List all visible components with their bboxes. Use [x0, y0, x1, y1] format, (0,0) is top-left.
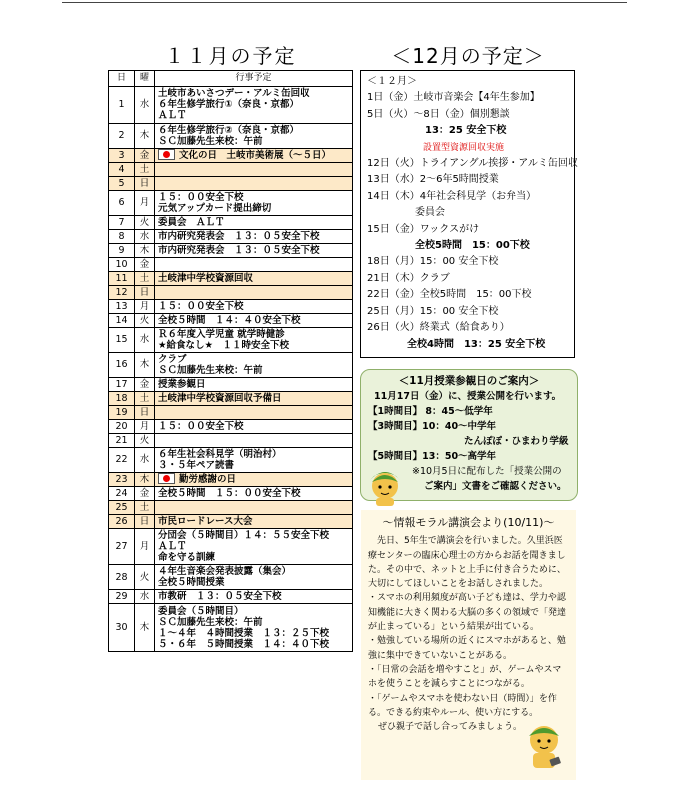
mascot-icon [362, 462, 408, 508]
calendar-event-text: 土岐市あいさつデー・アルミ缶回収 [158, 88, 310, 100]
calendar-event [158, 136, 350, 147]
calendar-event-text: 全校５時間授業 [158, 577, 225, 588]
moral-title: ～情報モラル講演会より(10/11)～ [382, 516, 555, 529]
calendar-events [155, 514, 353, 528]
calendar-day: 6 [109, 190, 135, 215]
calendar-event [158, 329, 350, 340]
calendar-event [158, 99, 350, 110]
calendar-events [155, 500, 353, 514]
calendar-weekday: 水 [135, 447, 155, 472]
calendar-events [155, 176, 353, 190]
calendar-event-text: 全校５時間 １４：４０安全下校 [158, 314, 301, 326]
calendar-event [158, 217, 350, 228]
calendar-weekday: 日 [135, 514, 155, 528]
calendar-event [158, 639, 350, 650]
december-line: 全校4時間 13：25 安全下校 [407, 338, 546, 350]
calendar-weekday: 水 [135, 229, 155, 243]
calendar-event [158, 460, 350, 471]
calendar-row [109, 433, 353, 447]
calendar-day: 26 [109, 514, 135, 528]
calendar-events [155, 148, 353, 162]
calendar-events [155, 327, 353, 352]
calendar-weekday: 金 [135, 257, 155, 271]
calendar-day: 27 [109, 528, 135, 565]
calendar-event [158, 88, 350, 99]
december-line: 12日（火）トライアングル挨拶・アルミ缶回収 [367, 158, 578, 170]
calendar-event [158, 365, 350, 376]
calendar-weekday: 木 [135, 123, 155, 148]
calendar-event [158, 149, 350, 161]
calendar-event-text: Ｒ６年度入学児童 就学時健診 [158, 328, 285, 340]
calendar-event-text: 文化の日 土岐市美術展（～５日） [179, 150, 332, 161]
calendar-event-text: １～４年 ４時間授業 １３：２５下校 [158, 627, 330, 639]
calendar-events [155, 271, 353, 285]
calendar-event [158, 393, 350, 404]
calendar-event-text: 元気アップカード提出締切 [158, 202, 272, 214]
calendar-weekday: 火 [135, 215, 155, 229]
calendar-events [155, 565, 353, 590]
calendar-events [155, 352, 353, 377]
calendar-event [158, 449, 350, 460]
calendar-day: 13 [109, 299, 135, 313]
calendar-event-text: ６年生修学旅行①（奈良・京都） [158, 99, 300, 111]
calendar-event [158, 591, 350, 602]
calendar-row [109, 486, 353, 500]
calendar-weekday: 金 [135, 377, 155, 391]
december-line: 21日（木）クラブ [367, 272, 450, 284]
visit-note-2: ご案内」文書をご確認ください。 [424, 481, 567, 492]
calendar-event-text: ＳＣ加藤先生来校：午前 [158, 616, 263, 628]
december-title: ＜12月の予定＞ [391, 44, 545, 68]
calendar-events [155, 433, 353, 447]
visit-slot-3: 【3時間目】10：40～中学年 [368, 421, 497, 432]
calendar-event [158, 606, 350, 617]
calendar-event-text: 土岐津中学校資源回収予備日 [158, 392, 282, 404]
header-events: 行事予定 [155, 71, 353, 87]
calendar-event [158, 473, 350, 485]
calendar-day: 20 [109, 419, 135, 433]
moral-bullet: ・「日常の会話を増やすこと」が、ゲームやスマホを使うことを減らすことにつながる。 [368, 664, 562, 690]
calendar-row [109, 514, 353, 528]
visit-title: ＜11月授業参観日のご案内＞ [398, 375, 540, 387]
calendar-weekday: 月 [135, 419, 155, 433]
calendar-event-text: 市内研究発表会 １３：０５安全下校 [158, 230, 320, 242]
calendar-day: 29 [109, 590, 135, 604]
calendar-events [155, 257, 353, 271]
calendar-row [109, 604, 353, 652]
calendar-event [158, 617, 350, 628]
calendar-row [109, 391, 353, 405]
mascot-phone-icon [518, 718, 570, 772]
calendar-row [109, 299, 353, 313]
moral-bullet: ・スマホの利用頻度が高い子ども達は、学力や認知機能に大きく関わる大脳の多くの領域で「発達が止まっている」という結果が出ている。 [368, 593, 567, 633]
calendar-weekday: 木 [135, 352, 155, 377]
calendar-event-text: ＳＣ加藤先生来校：午前 [158, 364, 263, 376]
calendar-row [109, 352, 353, 377]
calendar-weekday: 火 [135, 313, 155, 327]
calendar-row [109, 528, 353, 565]
visit-slot-1: 【1時間目】 8：45～低学年 [368, 406, 493, 417]
calendar-event-text: １５：００安全下校 [158, 420, 244, 432]
calendar-day: 25 [109, 500, 135, 514]
calendar-events [155, 243, 353, 257]
calendar-events [155, 123, 353, 148]
calendar-weekday: 水 [135, 87, 155, 124]
calendar-events [155, 472, 353, 486]
calendar-events [155, 229, 353, 243]
calendar-event [158, 245, 350, 256]
calendar-events [155, 590, 353, 604]
calendar-event-text: ３・５年ペア読書 [158, 459, 235, 471]
calendar-events [155, 447, 353, 472]
calendar-event [158, 315, 350, 326]
calendar-row [109, 190, 353, 215]
calendar-event-text: 市民ロードレース大会 [158, 515, 253, 527]
calendar-day: 5 [109, 176, 135, 190]
calendar-row [109, 87, 353, 124]
calendar-row [109, 500, 353, 514]
december-schedule-box [360, 70, 578, 358]
calendar-weekday: 土 [135, 162, 155, 176]
calendar-event-text: 命を守る訓練 [158, 551, 216, 563]
december-heading: ＜１２月＞ [367, 76, 417, 87]
calendar-events [155, 391, 353, 405]
calendar-weekday: 水 [135, 590, 155, 604]
december-line: 13日（水）2～6年5時間授業 [367, 174, 499, 186]
calendar-row [109, 313, 353, 327]
calendar-events [155, 419, 353, 433]
calendar-event-text: １５：００安全下校 [158, 300, 244, 312]
calendar-header-row [109, 71, 353, 87]
calendar-weekday: 日 [135, 176, 155, 190]
calendar-row [109, 419, 353, 433]
calendar-weekday: 土 [135, 271, 155, 285]
calendar-event [158, 354, 350, 365]
moral-bullet: ・勉強している場所の近くにスマホがあると、勉強に集中できていないことがある。 [368, 636, 566, 661]
calendar-weekday: 日 [135, 285, 155, 299]
calendar-row [109, 229, 353, 243]
calendar-day: 2 [109, 123, 135, 148]
calendar-row [109, 176, 353, 190]
calendar-events [155, 285, 353, 299]
calendar-day: 14 [109, 313, 135, 327]
november-title: １１月の予定 [164, 44, 297, 68]
calendar-events [155, 190, 353, 215]
calendar-row [109, 377, 353, 391]
calendar-day: 30 [109, 604, 135, 652]
december-line: 15日（金）ワックスがけ [367, 223, 480, 235]
calendar-day: 24 [109, 486, 135, 500]
calendar-events [155, 87, 353, 124]
calendar-event-text: 土岐津中学校資源回収 [158, 272, 254, 284]
calendar-events [155, 299, 353, 313]
calendar-weekday: 月 [135, 190, 155, 215]
calendar-event [158, 552, 350, 563]
calendar-weekday: 火 [135, 565, 155, 590]
calendar-event-text: 授業参観日 [158, 378, 206, 390]
calendar-row [109, 447, 353, 472]
calendar-event-text: ６年生社会科見学（明治村） [158, 448, 282, 460]
calendar-event-text: 委員会（５時間目） [158, 605, 244, 617]
calendar-day: 7 [109, 215, 135, 229]
calendar-row [109, 148, 353, 162]
header-weekday: 曜 [135, 71, 155, 87]
moral-closing: ぜひ親子で話し合ってみましょう。 [378, 722, 523, 733]
calendar-row [109, 257, 353, 271]
calendar-event [158, 273, 350, 284]
calendar-event [158, 110, 350, 121]
calendar-event [158, 566, 350, 577]
calendar-event-text: ５・６年 ５時間授業 １４：４０下校 [158, 638, 330, 650]
calendar-event-text: 市教研 １３：０５安全下校 [158, 591, 282, 602]
calendar-day: 17 [109, 377, 135, 391]
calendar-weekday: 金 [135, 148, 155, 162]
calendar-weekday: 金 [135, 486, 155, 500]
calendar-weekday: 月 [135, 528, 155, 565]
calendar-event [158, 530, 350, 541]
calendar-weekday: 火 [135, 433, 155, 447]
visit-note-1: ※10月5日に配布した「授業公開の [412, 466, 562, 477]
calendar-day: 3 [109, 148, 135, 162]
calendar-day: 11 [109, 271, 135, 285]
calendar-weekday: 土 [135, 391, 155, 405]
calendar-event [158, 421, 350, 432]
calendar-day: 21 [109, 433, 135, 447]
december-line: 1日（金）土岐市音楽会【4年生参加】 [367, 92, 540, 104]
calendar-day: 8 [109, 229, 135, 243]
calendar-events [155, 604, 353, 652]
calendar-weekday: 木 [135, 604, 155, 652]
calendar-row [109, 215, 353, 229]
calendar-row [109, 271, 353, 285]
calendar-event [158, 379, 350, 390]
november-calendar-table [108, 70, 353, 652]
calendar-events [155, 313, 353, 327]
december-line: 25日（月）15：00 安全下校 [367, 305, 499, 317]
moral-paragraph: 先日、5年生で講演会を行いました。久里浜医療センターの臨床心理士の方からお話を聞きました。その中で、ネットと上手に付き合うために、大切にしてほしいことをお話しされました。 [368, 536, 566, 590]
calendar-row [109, 123, 353, 148]
calendar-day: 1 [109, 87, 135, 124]
calendar-day: 22 [109, 447, 135, 472]
december-line: 13：25 安全下校 [425, 125, 507, 137]
calendar-events [155, 162, 353, 176]
calendar-events [155, 528, 353, 565]
december-line: 26日（火）終業式（給食あり） [367, 322, 510, 334]
calendar-event-text: ＡＬＴ [158, 110, 187, 122]
december-line: 5日（火）～8日（金）個別懇談 [367, 108, 510, 120]
calendar-events [155, 377, 353, 391]
calendar-weekday: 木 [135, 472, 155, 486]
calendar-weekday: 木 [135, 243, 155, 257]
calendar-row [109, 472, 353, 486]
calendar-weekday: 水 [135, 327, 155, 352]
calendar-day: 18 [109, 391, 135, 405]
header-day: 日 [109, 71, 135, 87]
calendar-row [109, 327, 353, 352]
calendar-day: 28 [109, 565, 135, 590]
december-line: 18日（月）15：00 安全下校 [367, 256, 499, 268]
december-line: 14日（木）4年社会科見学（お弁当） [367, 190, 537, 202]
calendar-row [109, 285, 353, 299]
calendar-event-text: 全校５時間 １５：００安全下校 [158, 487, 301, 499]
calendar-day: 15 [109, 327, 135, 352]
calendar-day: 16 [109, 352, 135, 377]
calendar-event-text: クラブ [158, 353, 187, 365]
calendar-events [155, 486, 353, 500]
calendar-event [158, 516, 350, 527]
visit-slot-3-sub: たんぽぽ・ひまわり学級 [464, 436, 569, 447]
calendar-day: 10 [109, 257, 135, 271]
calendar-event-text: ６年生修学旅行②（奈良・京都） [158, 124, 300, 136]
japan-flag-icon [158, 473, 175, 484]
calendar-event [158, 628, 350, 639]
december-line-red: 設置型資源回収実施 [423, 142, 505, 153]
calendar-event-text: ４年生音楽会発表披露（集会） [158, 566, 292, 577]
calendar-weekday: 土 [135, 500, 155, 514]
calendar-weekday: 月 [135, 299, 155, 313]
calendar-event [158, 488, 350, 499]
calendar-weekday: 日 [135, 405, 155, 419]
moral-bullet: ・「ゲームやスマホを使わない日（時間）」を作る。できる約束やルール、使い方にする。 [368, 693, 557, 718]
december-line: 委員会 [415, 207, 445, 219]
calendar-event [158, 340, 350, 351]
japan-flag-icon [158, 149, 175, 160]
calendar-row [109, 565, 353, 590]
calendar-row [109, 243, 353, 257]
calendar-event [158, 577, 350, 588]
calendar-event [158, 541, 350, 552]
calendar-event [158, 125, 350, 136]
calendar-day: 23 [109, 472, 135, 486]
calendar-row [109, 162, 353, 176]
calendar-event-text: 市内研究発表会 １３：０５安全下校 [158, 244, 320, 256]
calendar-row [109, 590, 353, 604]
calendar-day: 4 [109, 162, 135, 176]
calendar-event [158, 301, 350, 312]
calendar-event [158, 203, 350, 214]
calendar-day: 9 [109, 243, 135, 257]
visit-slot-5: 【5時間目】13：50～高学年 [368, 451, 497, 462]
december-line: 22日（金）全校5時間 15：00下校 [367, 289, 532, 301]
calendar-events [155, 215, 353, 229]
calendar-event-text: 委員会 ＡＬＴ [158, 216, 225, 228]
calendar-event-text: 勤労感謝の日 [179, 474, 237, 485]
calendar-row [109, 405, 353, 419]
calendar-event [158, 231, 350, 242]
top-rule [62, 2, 627, 3]
calendar-event-text: ＳＣ加藤先生来校：午前 [158, 135, 263, 147]
calendar-event-text: ★給食なし★ １１時安全下校 [158, 339, 290, 351]
december-line: 全校5時間 15：00下校 [415, 240, 530, 252]
calendar-event-text: 分団会（５時間目）１４：５５安全下校 [158, 529, 330, 541]
calendar-day: 19 [109, 405, 135, 419]
calendar-event [158, 192, 350, 203]
calendar-day: 12 [109, 285, 135, 299]
calendar-event-text: １５：００安全下校 [158, 191, 244, 203]
calendar-events [155, 405, 353, 419]
calendar-event-text: ＡＬＴ [158, 540, 187, 552]
visit-intro: 11月17日（金）に、授業公開を行います。 [374, 391, 562, 402]
